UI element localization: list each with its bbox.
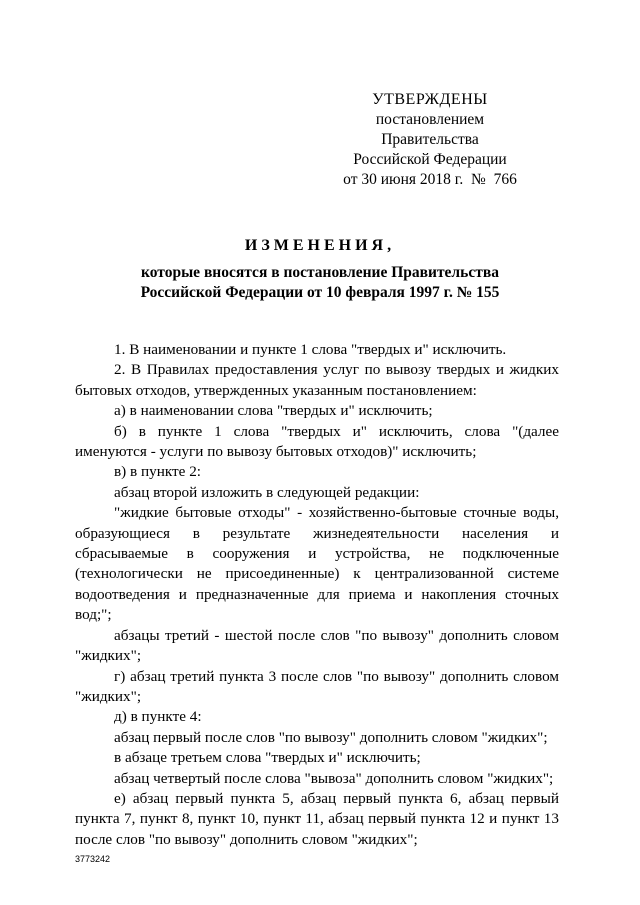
paragraph: абзац первый после слов "по вывозу" дополнить словом "жидких";	[114, 728, 548, 746]
document-number: 3773242	[75, 854, 111, 864]
approval-line-2: Российской Федерации	[353, 151, 507, 168]
paragraph: г) абзац третий пункта 3 после слов "по вывозу" дополнить словом "жидких";	[75, 667, 559, 705]
subtitle-line-1: которые вносятся в постановление Правительства	[141, 264, 499, 281]
paragraph: 1. В наименовании и пункте 1 слова "твердых и" исключить.	[114, 341, 507, 358]
paragraph: в) в пункте 2:	[114, 463, 202, 481]
approval-block	[330, 90, 530, 190]
paragraph: абзац четвертый после слова "вывоза" дополнить словом "жидких";	[114, 769, 554, 787]
document-body	[75, 340, 559, 850]
paragraph: е) абзац первый пункта 5, абзац первый пункта 6, абзац первый пункта 7, пункт 8, пункт 10, пункт 11, абзац первый пункта 12 и пункт 13 после слов "по вывозу" дополнить словом "жидких";	[75, 789, 559, 848]
approval-line-3: от 30 июня 2018 г. № 766	[343, 171, 517, 188]
paragraph: а) в наименовании слова "твердых и" исключить;	[114, 402, 433, 420]
paragraph: абзацы третий - шестой после слов "по вывозу" дополнить словом "жидких";	[75, 626, 559, 665]
approval-line-1: постановлением Правительства	[375, 111, 485, 148]
approval-header: УТВЕРЖДЕНЫ	[372, 91, 488, 108]
document-title: ИЗМЕНЕНИЯ,	[244, 237, 396, 254]
paragraph: 2. В Правилах предоставления услуг по вывозу твердых и жидких бытовых отходов, утвержденных указанным постановлением:	[75, 361, 559, 399]
document-subtitle	[0, 263, 640, 303]
paragraph: абзац второй изложить в следующей редакции:	[114, 483, 420, 501]
paragraph: д) в пункте 4:	[114, 708, 202, 726]
paragraph: в абзаце третьем слова "твердых и" исключить;	[114, 749, 421, 767]
paragraph: б) в пункте 1 слова "твердых и" исключить, слова "(далее именуются - услуги по вывозу бытовых отходов)" исключить;	[75, 422, 559, 461]
paragraph: "жидкие бытовые отходы" - хозяйственно-бытовые сточные воды, образующиеся в результате жизнедеятельности населения и сбрасываемые в сооружения и устройства, не подключенные (технологически не присоединенные) к централизованной системе водоотведения и предназначенные для приема и накопления сточных вод;";	[75, 504, 559, 624]
subtitle-line-2: Российской Федерации от 10 февраля 1997 г. № 155	[140, 284, 500, 301]
